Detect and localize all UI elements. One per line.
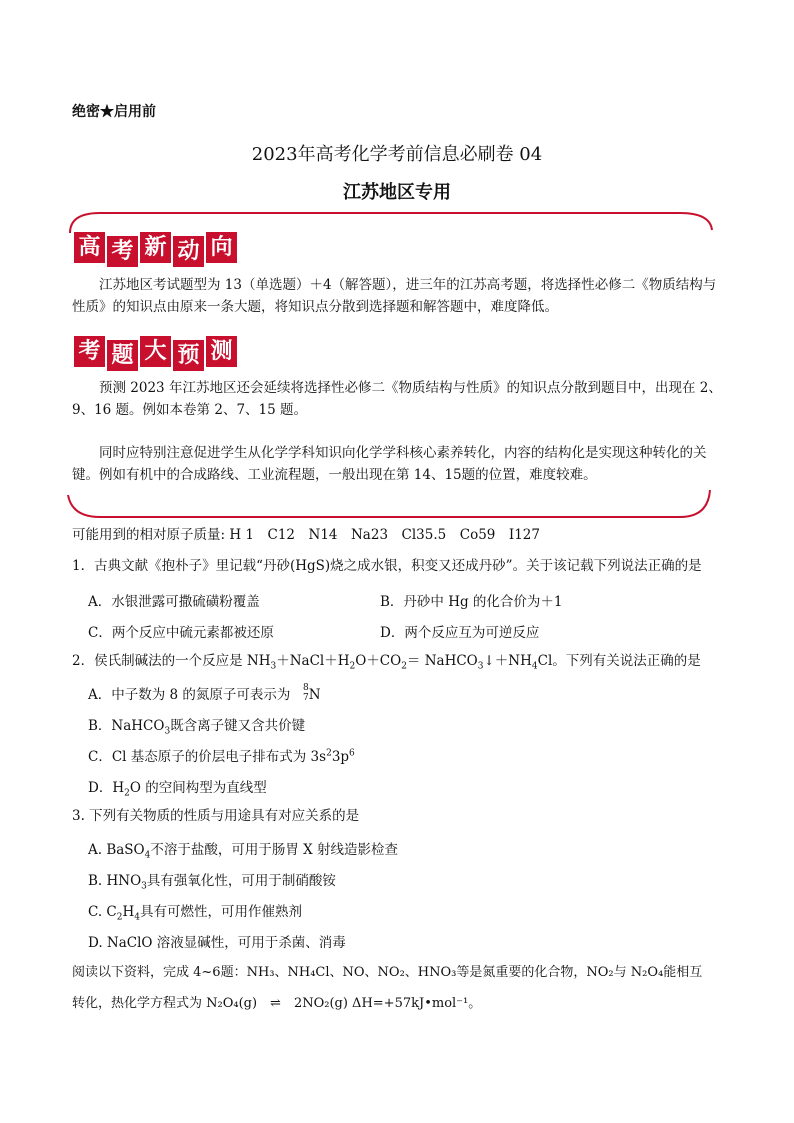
q2-option-a: A．中子数为 8 的氮原子可表示为 8 7N — [88, 683, 321, 703]
badge-char: 新 — [140, 232, 171, 263]
q1-option-b: B．丹砂中 Hg 的化合价为＋1 — [380, 594, 563, 610]
prediction-paragraph-1: 预测 2023 年江苏地区还会延续将选择性必修二《物质结构与性质》的知识点分散到题目中，出现在 2、9、16 题。例如本卷第 2、7、15 题。 — [72, 380, 722, 418]
badge-char: 预 — [173, 340, 204, 371]
q1-option-c: C．两个反应中硫元素都被还原 — [88, 625, 274, 641]
reading-material-line-2: 转化，热化学方程式为 N₂O₄(g) ⇌ 2NO₂(g) ΔH=+57kJ•mol⁻¹。 — [72, 996, 482, 1011]
reading-material-line-1: 阅读以下资料，完成 4~6题：NH₃、NH₄Cl、NO、NO₂、HNO₃等是氮重要的化合物，NO₂与 N₂O₄能相互 — [72, 965, 703, 980]
q1-option-d: D．两个反应互为可逆反应 — [380, 625, 540, 641]
badge-char: 向 — [206, 232, 237, 263]
badge-char: 题 — [107, 340, 138, 371]
trend-badge — [74, 232, 239, 263]
badge-char: 大 — [140, 336, 171, 367]
page-title: 2023年高考化学考前信息必刷卷 04 — [251, 144, 543, 165]
badge-char: 考 — [74, 336, 105, 367]
badge-char: 动 — [173, 236, 204, 267]
q3-option-b: B. $HNO_3$具有强氧化性，可用于制硝酸铵 — [88, 873, 336, 892]
q1-option-a: A．水银泄露可撒硫磺粉覆盖 — [88, 594, 260, 610]
question-2-stem: 2．侯氏制碱法的一个反应是 $NH_3+NaCl+H_2O+CO_2=$ $NaHCO_3↓+NH_4Cl$。下列有关说法正确的是 — [72, 653, 701, 672]
q3-option-a: A. BaSO$_4$不溶于盐酸，可用于肠胃 X 射线造影检查 — [88, 842, 399, 861]
q2-option-d: D．$H_2O$ 的空间构型为直线型 — [88, 780, 267, 799]
prediction-badge — [74, 336, 239, 367]
confidential-label: 绝密★启用前 — [72, 104, 156, 120]
prediction-paragraph-2: 同时应特别注意促进学生从化学学科知识向化学学科核心素养转化，内容的结构化是实现这种转化的关键。例如有机中的合成路线、工业流程题，一般出现在第 14、15题的位置，难度较难。 — [72, 445, 707, 483]
badge-char: 考 — [107, 236, 138, 267]
q2-option-b: B．NaHCO$_3$既含离子键又含共价键 — [88, 718, 306, 737]
q3-option-c: C. $C_2H_4$具有可燃性，可用作催熟剂 — [88, 904, 303, 923]
badge-char: 高 — [74, 232, 105, 263]
question-1-stem: 1．古典文献《抱朴子》里记载“丹砂(HgS)烧之成水银，积变又还成丹砂”。关于该记载下列说法正确的是 — [72, 558, 702, 574]
question-3-stem: 3. 下列有关物质的性质与用途具有对应关系的是 — [72, 808, 360, 824]
badge-char: 测 — [206, 336, 237, 367]
trend-paragraph: 江苏地区考试题型为 13（单选题）＋4（解答题），进三年的江苏高考题，将选择性必修二《物质结构与性质》的知识点由原来一条大题，将知识点分散到选择题和解答题中，难度降低。 — [72, 277, 717, 315]
atomic-masses: 可能用到的相对原子质量: H 1 C12 N14 Na23 Cl35.5 Co59 I127 — [72, 527, 540, 543]
page-subtitle: 江苏地区专用 — [343, 182, 451, 203]
q3-option-d: D. NaClO 溶液显碱性，可用于杀菌、消毒 — [88, 935, 346, 951]
q2-option-c: C．Cl 基态原子的价层电子排布式为 $3s^23p^6$ — [88, 748, 355, 765]
